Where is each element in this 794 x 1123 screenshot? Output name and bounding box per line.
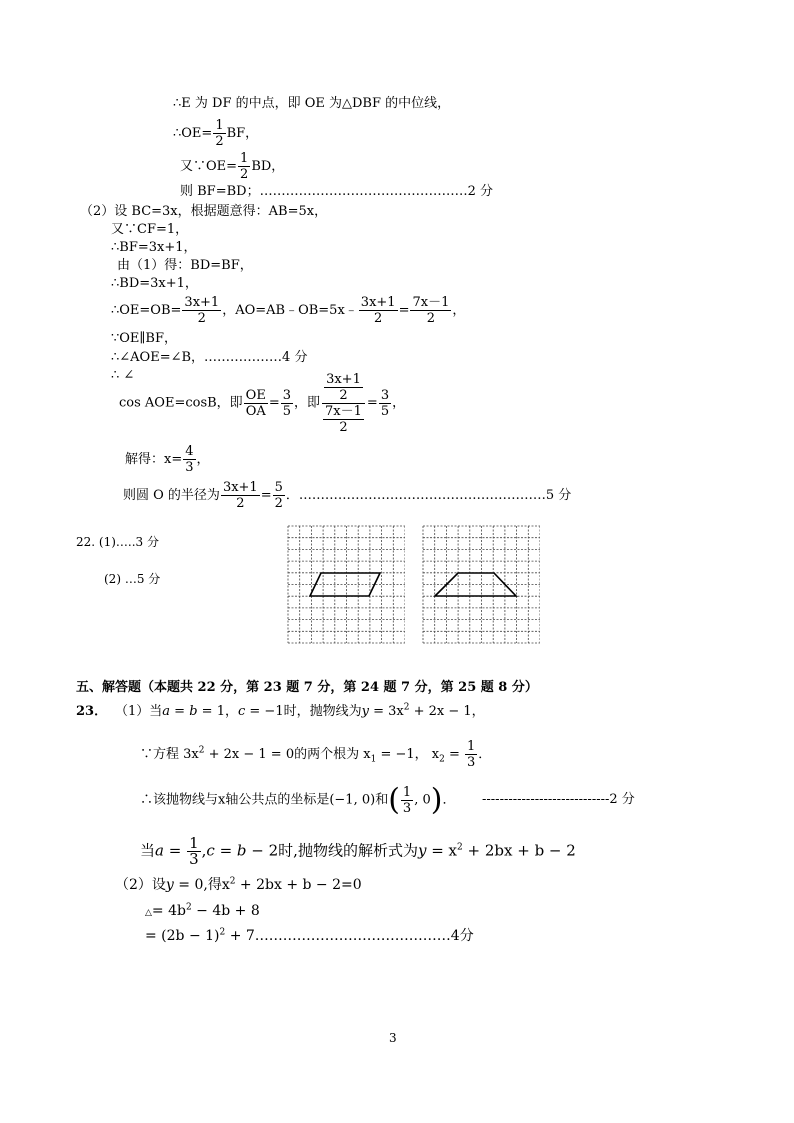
fraction: $\frac{7x-1}{2}$ xyxy=(412,295,450,326)
page-number: 3 xyxy=(389,1031,397,1045)
line-cos-aoe: cos AOE=cosB，即 $\frac{OE}{OA}$ = $\frac{3}{5}$ ，即 3x+1 2 7x－1 2 = $\frac{3}{5}$ ， xyxy=(119,372,406,435)
line-set-bc: （2）设 BC=3x，根据题意得：AB=5x， xyxy=(80,204,328,219)
line-oe-half-bd: 又∵OE= $\frac{1}{2}$ BD， xyxy=(180,151,285,182)
q23-discriminant: △= $4b^2 - 4b + 8$ xyxy=(145,902,260,919)
fraction: $\frac{3}{5}$ xyxy=(380,388,390,419)
line-cf: 又∵CF=1， xyxy=(111,222,189,237)
grid-figure-parallelogram xyxy=(287,525,405,644)
line-therefore-angle: ∴ ∠ xyxy=(111,368,135,383)
line-bf: ∴BF=3x+1， xyxy=(111,240,197,255)
q23-line3: ∴该抛物线与x轴公共点的坐标是(−1, 0)和( $\frac{1}{3}$ , 0)． xyxy=(140,782,456,818)
fraction: $\frac{1}{2}$ xyxy=(240,151,249,182)
fraction: $\frac{3}{5}$ xyxy=(282,388,292,419)
q23-number: 23． xyxy=(76,704,108,719)
q23-line2: ∵方程 $3x^2 + 2x - 1 = 0$的两个根为 $x_1 = -1$， $x_2$ = $\frac{1}{3}$ ． xyxy=(140,739,492,770)
line-oe-parallel-bf: ∵OE∥BF， xyxy=(111,331,177,346)
fraction: $\frac{4}{3}$ xyxy=(185,444,194,475)
q23-line4: 当a = $\frac{1}{3}$ ,c = b − 2时,抛物线的解析式为$y = x^2 + 2bx + b - 2$ xyxy=(140,834,576,868)
line-bf-eq-bd: 则 BF=BD；…………………………………………2 分 xyxy=(180,184,493,199)
fraction: $\frac{3x+1}{2}$ xyxy=(222,480,258,511)
grid-figure-trapezoid xyxy=(422,525,540,644)
q23-discriminant-simplified: = $(2b - 1)^2$ + 7……………………………………4分 xyxy=(145,927,474,944)
fraction: $\frac{1}{2}$ xyxy=(215,118,224,149)
q22-part2: (2) …5 分 xyxy=(104,572,161,586)
fraction: $\frac{1}{3}$ xyxy=(189,834,199,868)
line-solve-x: 解得：x= $\frac{4}{3}$ ， xyxy=(125,444,210,475)
q23-score-2: -----------------------------2 分 xyxy=(482,792,635,807)
complex-fraction: 3x+1 2 7x－1 2 xyxy=(321,372,366,435)
q22-part1: 22. (1)…..3 分 xyxy=(76,535,159,549)
line-oe-ob-ao: ∴OE=OB= $\frac{3x+1}{2}$ ，AO=AB﹣OB=5x﹣ $\frac{3x+1}{2}$ = $\frac{7x-1}{2}$ ， xyxy=(111,295,466,326)
line-angle-aoe: ∴∠AOE=∠B，………………4 分 xyxy=(111,350,308,365)
section-5-heading: 五、解答题（本题共 22 分，第 23 题 7 分，第 24 题 7 分，第 25 题 8 分） xyxy=(76,680,538,695)
line-midline: ∴E 为 DF 的中点，即 OE 为△DBF 的中位线， xyxy=(173,96,451,111)
line-bd-bf: 由（1）得：BD=BF， xyxy=(117,258,253,273)
q23-line1: （1）当a = b = 1，c = −1时，抛物线为$y = 3x^2 + 2x - 1$， xyxy=(115,702,485,719)
fraction: $\frac{1}{3}$ xyxy=(467,739,476,770)
q23-line5: （2）设y = 0,得$x^2 + 2bx + b - 2=0$ xyxy=(115,876,362,893)
line-oe-half-bf: ∴OE= $\frac{1}{2}$ BF， xyxy=(173,118,259,149)
fraction: $\frac{3x+1}{2}$ xyxy=(360,295,396,326)
fraction: $\frac{5}{2}$ xyxy=(274,480,283,511)
line-radius: 则圆 O 的半径为 $\frac{3x+1}{2}$ = $\frac{5}{2}$ ．…………………………………………………5 分 xyxy=(123,480,572,511)
line-bd: ∴BD=3x+1， xyxy=(111,276,198,291)
fraction: $\frac{3x+1}{2}$ xyxy=(184,295,220,326)
fraction: $\frac{OE}{OA}$ xyxy=(245,388,266,419)
fraction: $\frac{1}{3}$ xyxy=(402,785,412,816)
